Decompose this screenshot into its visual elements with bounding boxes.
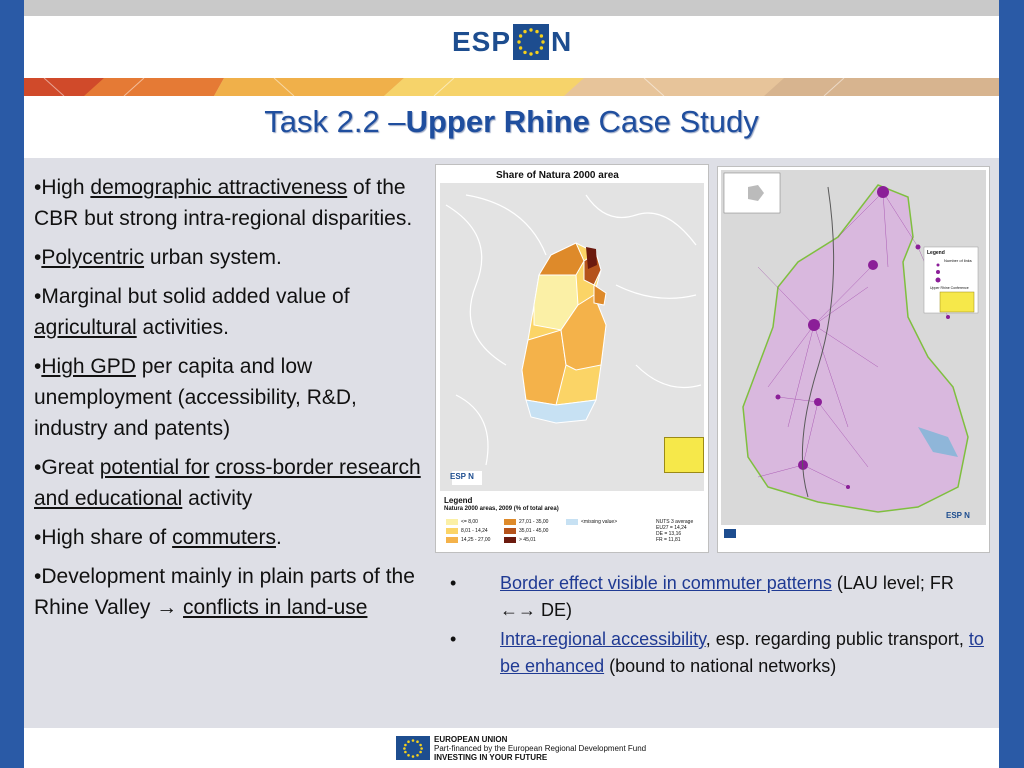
legend-swatch	[446, 519, 458, 525]
espon-mini-logo: ESP N	[946, 511, 970, 520]
logo-text-left: ESP	[452, 26, 512, 57]
title-prefix: Task 2.2 –	[264, 104, 406, 139]
footer-text: EUROPEAN UNION Part-financed by the European Regional Development Fund INVESTING IN YOUR FUTURE	[434, 735, 647, 762]
legend-item: 27,01 - 35,00	[504, 519, 548, 525]
eu-flag-icon	[396, 736, 430, 760]
legend-swatch	[446, 528, 458, 534]
espon-mini-logo: ESP N	[450, 472, 474, 481]
commuter-map	[717, 166, 990, 553]
decorative-stripe	[24, 78, 999, 96]
bullet-item: •High share of commuters.	[34, 526, 282, 549]
slide	[24, 0, 999, 768]
bullet-link[interactable]: High GPD	[41, 355, 136, 378]
natura-legend-title: Legend	[444, 496, 473, 505]
note-link[interactable]: Border effect visible in commuter patterns	[500, 573, 832, 593]
legend-swatch	[566, 519, 578, 525]
note-link[interactable]: to be enhanced	[500, 629, 984, 676]
legend-swatch	[504, 528, 516, 534]
commuter-map-graphic	[718, 167, 989, 552]
bullet-link[interactable]: demographic attractiveness	[90, 176, 348, 199]
bullet-item: •Development mainly in plain parts of the Rhine Valley → conflicts in land-use	[34, 565, 415, 619]
legend-item: > 45,01	[504, 537, 536, 543]
bullet-item: •Marginal but solid added value of agricultural activities.	[34, 285, 350, 339]
logo-text-right: N	[551, 26, 573, 57]
commuter-legend-subtitle: Number of links	[944, 258, 972, 263]
commuter-legend-title: Legend	[927, 250, 945, 256]
bullet-item: •High demographic attractiveness of the CBR but strong intra-regional disparities.	[34, 176, 413, 230]
bullet-link[interactable]: potential for	[99, 456, 210, 479]
note-link[interactable]: Intra-regional accessibility	[500, 629, 706, 649]
bullet-item: •Great potential for cross-border research and educational activity	[34, 456, 421, 510]
notes-list	[450, 570, 990, 682]
commuter-legend-upper: Upper Rhine Conference	[930, 286, 969, 290]
disclaimer-stamp	[664, 437, 704, 473]
natura-map-title: Share of Natura 2000 area	[496, 170, 619, 181]
legend-item: <= 8,00	[446, 519, 478, 525]
bullet-link[interactable]: conflicts in land-use	[183, 596, 368, 619]
bullet-link[interactable]: cross-border research and educational	[34, 456, 421, 510]
top-band	[24, 0, 999, 16]
legend-swatch	[504, 537, 516, 543]
bullet-link[interactable]: Polycentric	[41, 246, 145, 269]
eu-star-circle-icon	[513, 24, 549, 60]
legend-item: 8,01 - 14,24	[446, 528, 488, 534]
note-item: • Border effect visible in commuter patterns (LAU level; FR ←→ DE)	[450, 573, 954, 620]
natura-legend-subtitle: Natura 2000 areas, 2009 (% of total area)	[444, 506, 559, 512]
bullet-list	[34, 172, 434, 631]
bullet-link[interactable]: commuters	[172, 526, 276, 549]
legend-item: 35,01 - 45,00	[504, 528, 548, 534]
legend-item: <missing value>	[566, 519, 617, 525]
page-title	[24, 104, 999, 140]
natura-map-graphic	[436, 165, 708, 552]
title-bold: Upper Rhine	[405, 104, 590, 139]
bullet-link[interactable]: agricultural	[34, 316, 137, 339]
nuts-averages: NUTS 3 average EU27 = 14,24 DE = 13,16 FR = 11,81	[656, 519, 694, 543]
espon-logo	[452, 24, 572, 60]
natura-2000-map	[435, 164, 709, 553]
legend-item: 14,25 - 27,00	[446, 537, 490, 543]
bullet-item: •Polycentric urban system.	[34, 246, 282, 269]
legend-swatch	[446, 537, 458, 543]
legend-swatch	[504, 519, 516, 525]
title-suffix: Case Study	[589, 104, 759, 139]
note-item: • Intra-regional accessibility, esp. regarding public transport, to be enhanced (bound to national networks)	[450, 629, 984, 676]
bullet-item: •High GPD per capita and low unemployment (accessibility, R&D, industry and patents)	[34, 355, 357, 440]
